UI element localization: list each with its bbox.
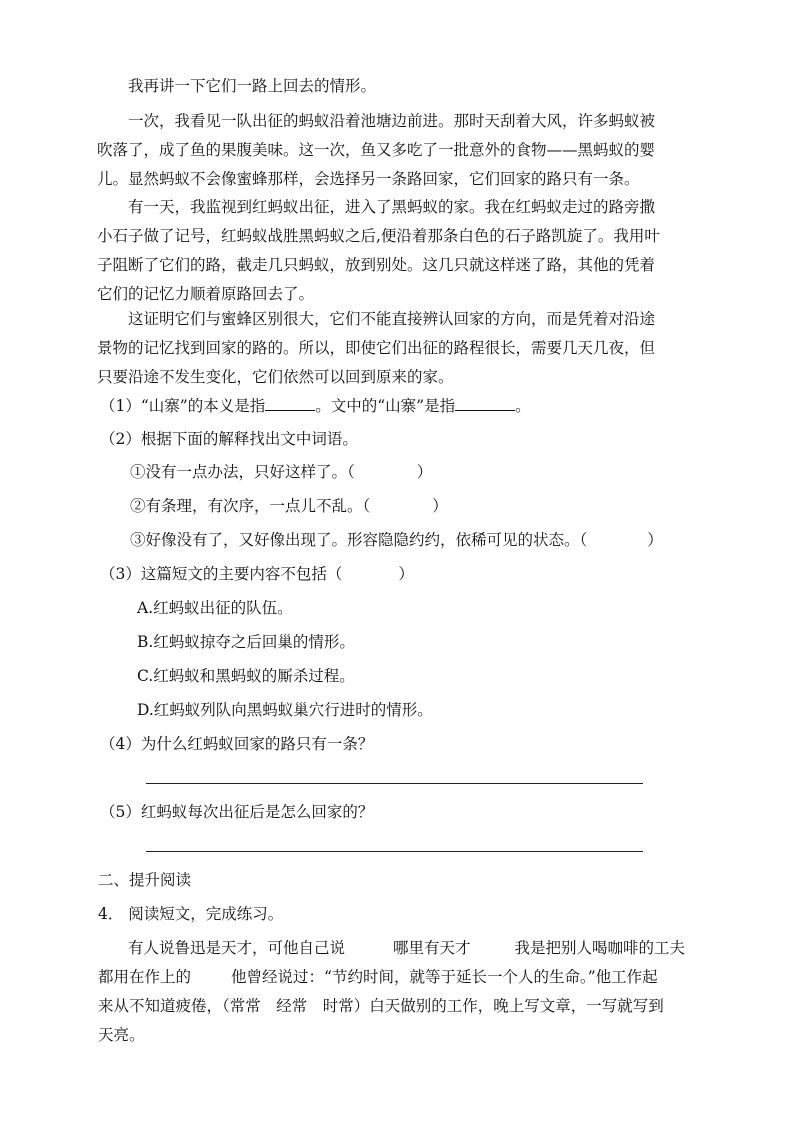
option-a[interactable]: A.红蚂蚁出征的队伍。 bbox=[137, 599, 293, 617]
passage-paragraph-1 bbox=[97, 72, 663, 101]
item-close: ） bbox=[416, 463, 433, 481]
question-number: （1） bbox=[100, 397, 141, 415]
paragraph-text: 一次，我看见一队出征的蚂蚁沿着池塘边前进。那时天刮着大风，许多蚂蚁被吹落了，成了鱼的果腹美味。这一次，鱼又多吃了一批意外的食物——黑蚂蚁的婴儿。显然蚂蚁不会像蜜蜂那样，会选择另一条路回家，它们回家的路只有一条。 bbox=[97, 112, 656, 188]
text-run: 我是把别人喝咖啡的工夫 bbox=[514, 939, 686, 957]
question-text: 。文中的“山寨”是指 bbox=[315, 397, 456, 415]
passage2-line-4: 天亮。 bbox=[98, 1026, 145, 1044]
question-3-label bbox=[100, 563, 414, 585]
passage2-line-3: 来从不知道疲倦，（常常 经常 时常）白天做别的工作，晚上写文章，一写就写到 bbox=[98, 997, 664, 1015]
question-text: “山寨”的本义是指 bbox=[140, 397, 266, 415]
paragraph-text: 这证明它们与蜜蜂区别很大，它们不能直接辨认回家的方向，而是凭着对沿途景物的记忆找到回家的路的。所以，即使它们出征的路程很长，需要几天几夜，但只要沿途不发生变化，它们依然可以回到原来的家。 bbox=[97, 310, 656, 386]
task-instruction: 4． 阅读短文，完成练习。 bbox=[98, 905, 284, 923]
paragraph-text: 有一天，我监视到红蚂蚁出征，进入了黑蚂蚁的家。我在红蚂蚁走过的路旁撒小石子做了记号，红蚂蚁战胜黑蚂蚁之后,便沿着那条白色的石子路凯旋了。我用叶子阻断了它们的路，截走几只蚂蚁，放到别处。这几只就这样迷了路，其他的凭着它们的记忆力顺着原路回去了。 bbox=[97, 198, 660, 303]
passage-paragraph-2 bbox=[97, 107, 663, 194]
fill-blank-1[interactable] bbox=[265, 394, 315, 411]
item-text: ②有条理，有次序，一点儿不乱。（ bbox=[130, 497, 371, 515]
question-2-item-2 bbox=[130, 495, 448, 517]
fill-blank-2[interactable] bbox=[455, 394, 515, 411]
item-close: ） bbox=[398, 565, 414, 583]
option-b[interactable]: B.红蚂蚁掠夺之后回巢的情形。 bbox=[137, 633, 355, 651]
item-text: ③好像没有了，又好像出现了。形容隐隐约约，依稀可见的状态。（ bbox=[130, 531, 588, 549]
question-2-item-3 bbox=[130, 529, 663, 551]
passage-paragraph-3 bbox=[97, 193, 663, 309]
section-heading: 二、提升阅读 bbox=[98, 871, 192, 889]
answer-line-4[interactable] bbox=[146, 783, 643, 784]
question-1 bbox=[100, 394, 531, 417]
question-2-item-1 bbox=[130, 461, 432, 483]
passage-paragraph-4 bbox=[97, 305, 663, 392]
item-close: ） bbox=[647, 531, 663, 549]
question-text: 。 bbox=[515, 397, 531, 415]
text-run: 都用在作上的 bbox=[98, 968, 192, 986]
text-run: 他曾经说过：“节约时间，就等于延长一个人的生命。”他工作起 bbox=[231, 968, 658, 986]
paragraph-text: 我再讲一下它们一路上回去的情形。 bbox=[128, 77, 377, 95]
text-run: 有人说鲁迅是天才，可他自己说 bbox=[128, 939, 346, 957]
question-5-label: （5）红蚂蚁每次出征后是怎么回家的？ bbox=[100, 803, 374, 821]
question-4-label: （4）为什么红蚂蚁回家的路只有一条？ bbox=[100, 735, 374, 753]
item-close: ） bbox=[432, 497, 448, 515]
answer-line-5[interactable] bbox=[146, 851, 643, 852]
passage2-line-1 bbox=[128, 937, 685, 959]
question-2-label: （2）根据下面的解释找出文中词语。 bbox=[100, 430, 358, 448]
option-d[interactable]: D.红蚂蚁列队向黑蚂蚁巢穴行进时的情形。 bbox=[137, 701, 433, 719]
passage2-line-2 bbox=[98, 966, 658, 988]
option-c[interactable]: C.红蚂蚁和黑蚂蚁的厮杀过程。 bbox=[137, 667, 355, 685]
question-text: （3）这篇短文的主要内容不包括（ bbox=[100, 565, 343, 583]
item-text: ①没有一点办法，只好这样了。（ bbox=[130, 463, 355, 481]
text-run: 哪里有天才 bbox=[393, 939, 471, 957]
